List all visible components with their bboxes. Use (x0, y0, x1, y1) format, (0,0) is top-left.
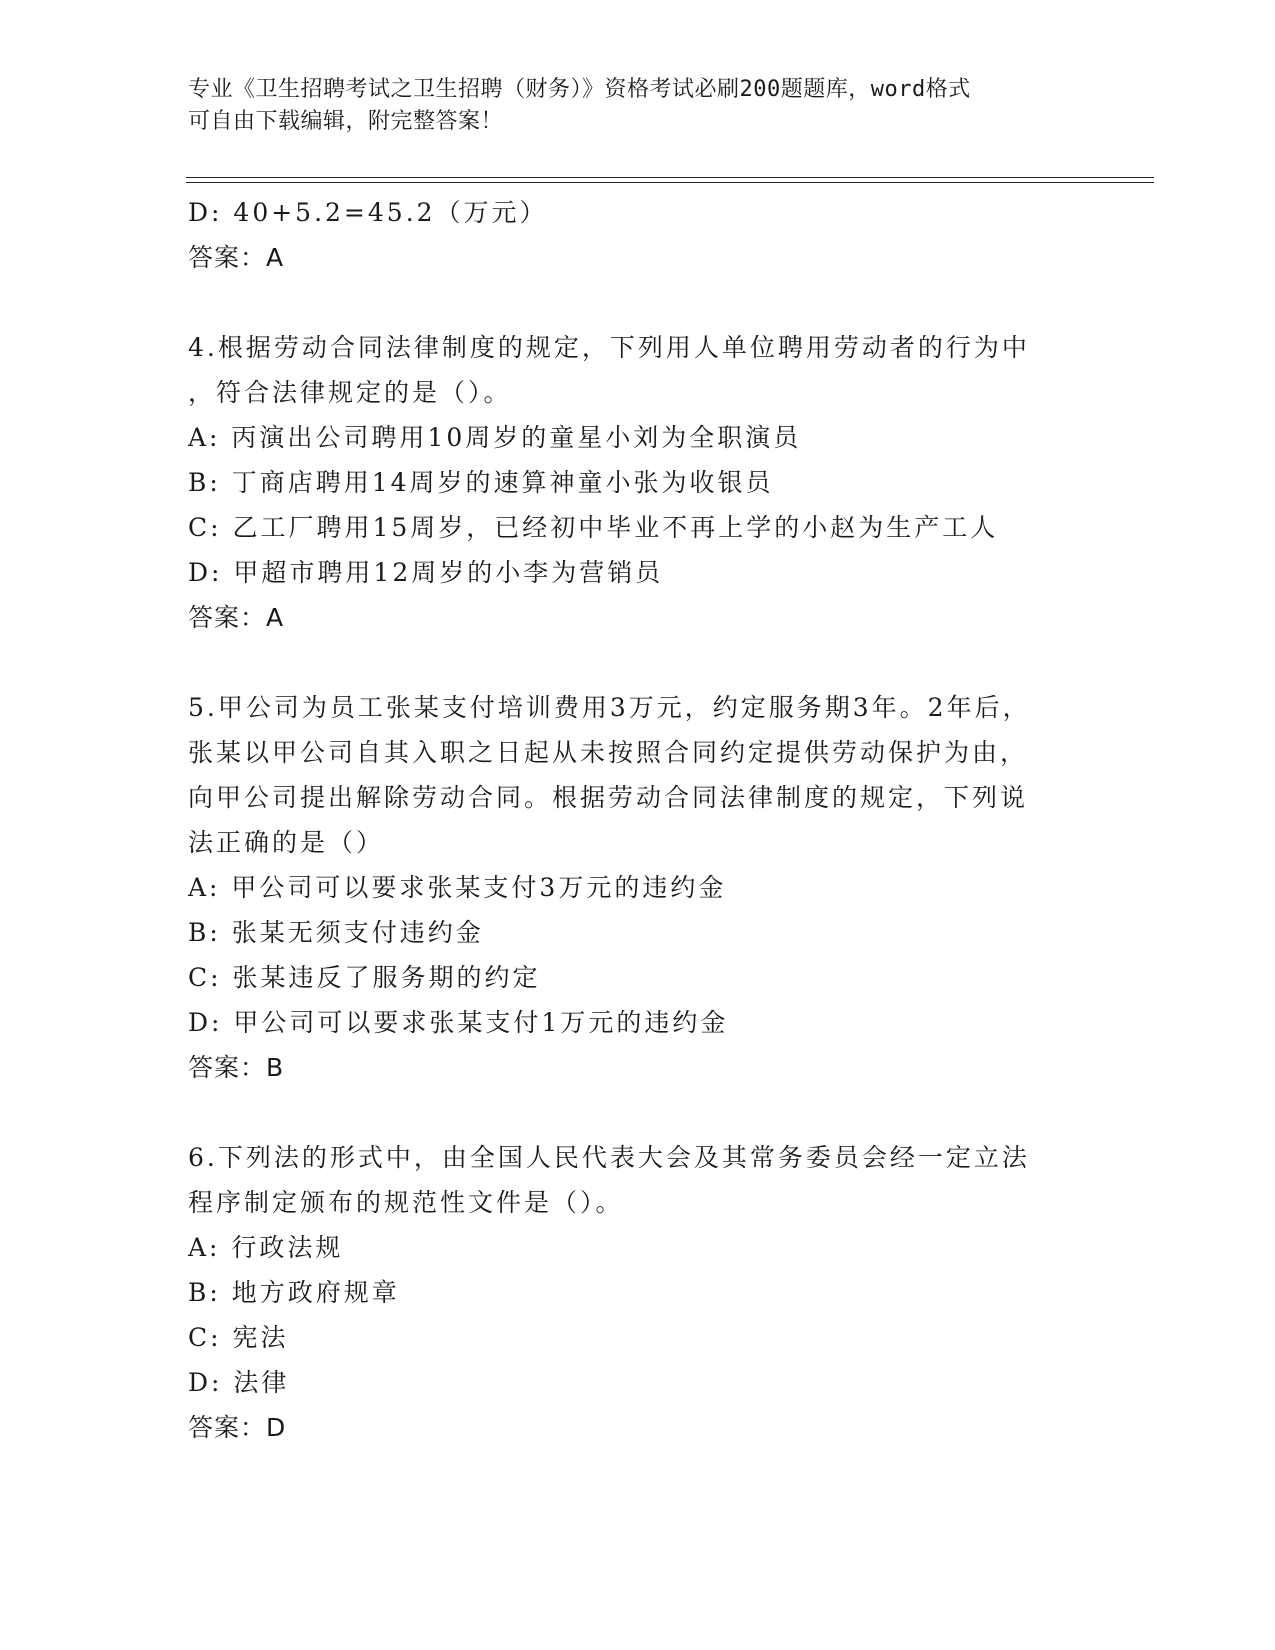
answer-line: 答案：B (188, 1053, 285, 1082)
question-stem-line: 向甲公司提出解除劳动合同。根据劳动合同法律制度的规定，下列说 (188, 783, 1029, 812)
option-d: D: 法律 (188, 1368, 290, 1397)
question-6 (188, 1135, 1068, 1450)
answer-line: 答案：A (188, 243, 285, 272)
answer-line: 答案：A (188, 603, 285, 632)
option-c: C: 乙工厂聘用15周岁，已经初中毕业不再上学的小赵为生产工人 (188, 513, 999, 542)
question-stem-line: ，符合法律规定的是（）。 (188, 378, 512, 407)
header-line-1: 专业《卫生招聘考试之卫生招聘（财务）》资格考试必刷200题题库，word格式 (188, 77, 971, 102)
question-stem-line: 法正确的是（） (188, 828, 385, 857)
option-b: B: 丁商店聘用14周岁的速算神童小张为收银员 (188, 468, 774, 497)
option-d: D: 甲公司可以要求张某支付1万元的违约金 (188, 1008, 729, 1037)
option-a: A: 丙演出公司聘用10周岁的童星小刘为全职演员 (188, 423, 802, 452)
spacer (188, 1090, 1068, 1135)
question-stem-line: 程序制定颁布的规范性文件是（）。 (188, 1188, 624, 1217)
option-b: B: 张某无须支付违约金 (188, 918, 484, 947)
option-a: A: 行政法规 (188, 1233, 344, 1262)
question-4 (188, 325, 1068, 640)
document-header (188, 74, 1068, 138)
spacer (188, 280, 1068, 325)
option-d: D: 甲超市聘用12周岁的小李为营销员 (188, 558, 664, 587)
previous-question-tail (188, 190, 1068, 280)
question-stem-line: 4.根据劳动合同法律制度的规定，下列用人单位聘用劳动者的行为中 (188, 333, 1030, 362)
header-line-2: 可自由下载编辑，附完整答案！ (188, 109, 504, 134)
header-divider-bottom (186, 182, 1154, 183)
question-stem-line: 张某以甲公司自其入职之日起从未按照合同约定提供劳动保护为由， (188, 738, 1029, 767)
option-c: C: 张某违反了服务期的约定 (188, 963, 541, 992)
document-body (188, 190, 1068, 1450)
question-5 (188, 685, 1068, 1090)
option-c: C: 宪法 (188, 1323, 289, 1352)
answer-line: 答案：D (188, 1413, 287, 1442)
spacer (188, 640, 1068, 685)
question-stem-line: 6.下列法的形式中，由全国人民代表大会及其常务委员会经一定立法 (188, 1143, 1030, 1172)
option-a: A: 甲公司可以要求张某支付3万元的违约金 (188, 873, 727, 902)
option-b: B: 地方政府规章 (188, 1278, 400, 1307)
option-d: D: 40+5.2=45.2（万元） (188, 198, 548, 227)
header-divider-top (186, 177, 1154, 178)
question-stem-line: 5.甲公司为员工张某支付培训费用3万元，约定服务期3年。2年后， (188, 693, 1031, 722)
